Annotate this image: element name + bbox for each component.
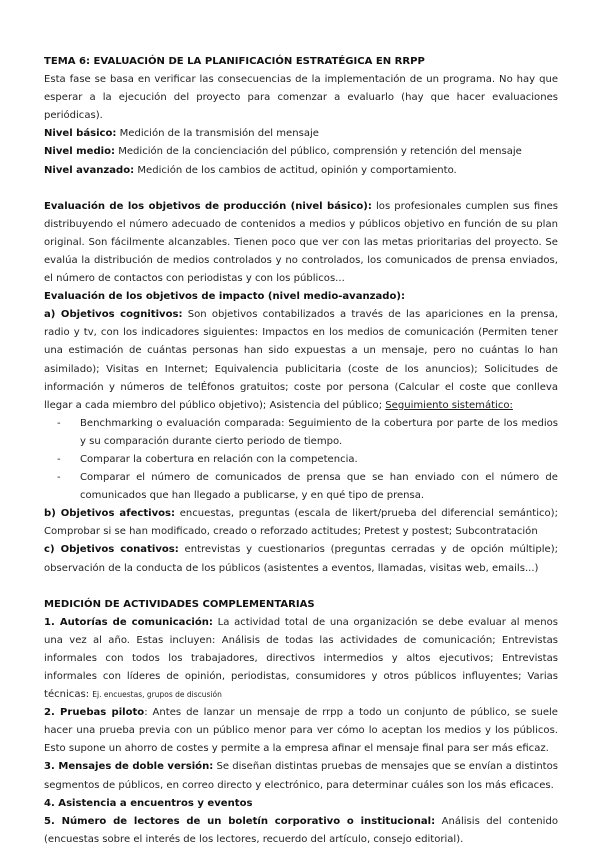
systematic-tracking-label: Seguimiento sistemático: <box>385 399 513 411</box>
cognitive-objectives-paragraph: a) Objetivos cognitivos: Son objetivos contabilizados a través de las apariciones en la prensa, radio y tv, con los indicadores siguientes: Impactos en los medios de comunicación (Permiten tener una estimación de cuántas personas han sido expuestas a un mensaje, pero no cuántas lo han asimilado); Visitas en Internet; Equivalencia publicitaria (coste de los anuncios); Solicitudes de información y números de telÉfonos gratuitos; coste por persona (Calcular el coste que conlleva llegar a cada miembro del público objetivo); Asistencia del público; Seguimiento sistemático: <box>44 309 558 411</box>
list-item: - Benchmarking o evaluación comparada: Seguimiento de la cobertura por parte de los medios y su comparación durante cierto periodo de tiempo. <box>44 415 558 451</box>
document-body <box>44 53 558 849</box>
item-numero-lectores: 5. Número de lectores de un boletín corporativo o institucional: Análisis del contenido (encuestas sobre el interés de los lectores, recuerdo del artículo, consejo editorial). <box>44 815 558 845</box>
item-asistencia-eventos: 4. Asistencia a encuentros y eventos <box>44 797 253 809</box>
affective-objectives-paragraph: b) Objetivos afectivos: encuestas, preguntas (escala de likert/prueba del diferencial semántico); Comprobar si se han modificado, creado o reforzado actitudes; Pretest y postest; Subcontratación <box>44 508 558 538</box>
list-item: - Comparar la cobertura en relación con la competencia. <box>44 451 558 469</box>
production-objectives-paragraph: Evaluación de los objetivos de producción (nivel básico): los profesionales cumplen sus fines distribuyendo el número adecuado de contenidos a medios y públicos objetivo en función de su plan original. Son fácilmente alcanzables. Tienen poco que ver con las metas prioritarias del proyecto. Se evalúa la distribución de medios controlados y no controlados, los comunicados de prensa enviados, el número de contactos con periodistas y con los públicos... <box>44 200 558 285</box>
intro-paragraph: Esta fase se basa en verificar las consecuencias de la implementación de un programa. No hay que esperar a la ejecución del proyecto para comenzar a evaluarlo (hay que hacer evaluaciones periódicas). <box>44 74 558 122</box>
level-advanced: Nivel avanzado: Medición de los cambios de actitud, opinión y comportamiento. <box>44 164 457 176</box>
item-pruebas-piloto: 2. Pruebas piloto: Antes de lanzar un mensaje de rrpp a todo un conjunto de público, se suele hacer una prueba previa con un público menor para ver cómo lo aceptan los medios y los públicos. Esto supone un ahorro de costes y permite a la empresa afinar el mensaje final para ser más eficaz. <box>44 707 558 755</box>
level-medium: Nivel medio: Medición de la concienciación del público, comprensión y retención del mensaje <box>44 146 522 158</box>
section-title-evaluacion: TEMA 6: EVALUACIÓN DE LA PLANIFICACIÓN ESTRATÉGICA EN RRPP <box>44 56 425 67</box>
section-title-complementarias: MEDICIÓN DE ACTIVIDADES COMPLEMENTARIAS <box>44 598 315 610</box>
list-item: - Comparar el número de comunicados de prensa que se han enviado con el número de comunicados que han llegado a publicarse, y en qué tipo de prensa. <box>44 469 558 505</box>
level-basic: Nivel básico: Medición de la transmisión del mensaje <box>44 128 319 140</box>
tracking-list <box>44 415 558 505</box>
item-mensajes-doble-version: 3. Mensajes de doble versión: Se diseñan distintas pruebas de mensajes que se envían a distintos segmentos de públicos, en correo directo y electrónico, para determinar cuáles son los más eficaces. <box>44 761 559 791</box>
item-autorias: 1. Autorías de comunicación: La actividad total de una organización se debe evaluar al menos una vez al año. Estas incluyen: Análisis de todas las actividades de comunicación; Entrevistas informales con todos los trabajadores, directivos intermedios y altos ejecutivos; Entrevistas informales con líderes de opinión, periodistas, consumidores y otros públicos influyentes; Varias técnicas: Ej. encuestas, grupos de discusión <box>44 616 558 701</box>
impact-objectives-heading: Evaluación de los objetivos de impacto (nivel medio-avanzado): <box>44 291 405 303</box>
conative-objectives-paragraph: c) Objetivos conativos: entrevistas y cuestionarios (preguntas cerradas y de opción múltiple); observación de la conducta de los públicos (asistentes a eventos, llamadas, visitas web, emails...) <box>44 544 558 574</box>
